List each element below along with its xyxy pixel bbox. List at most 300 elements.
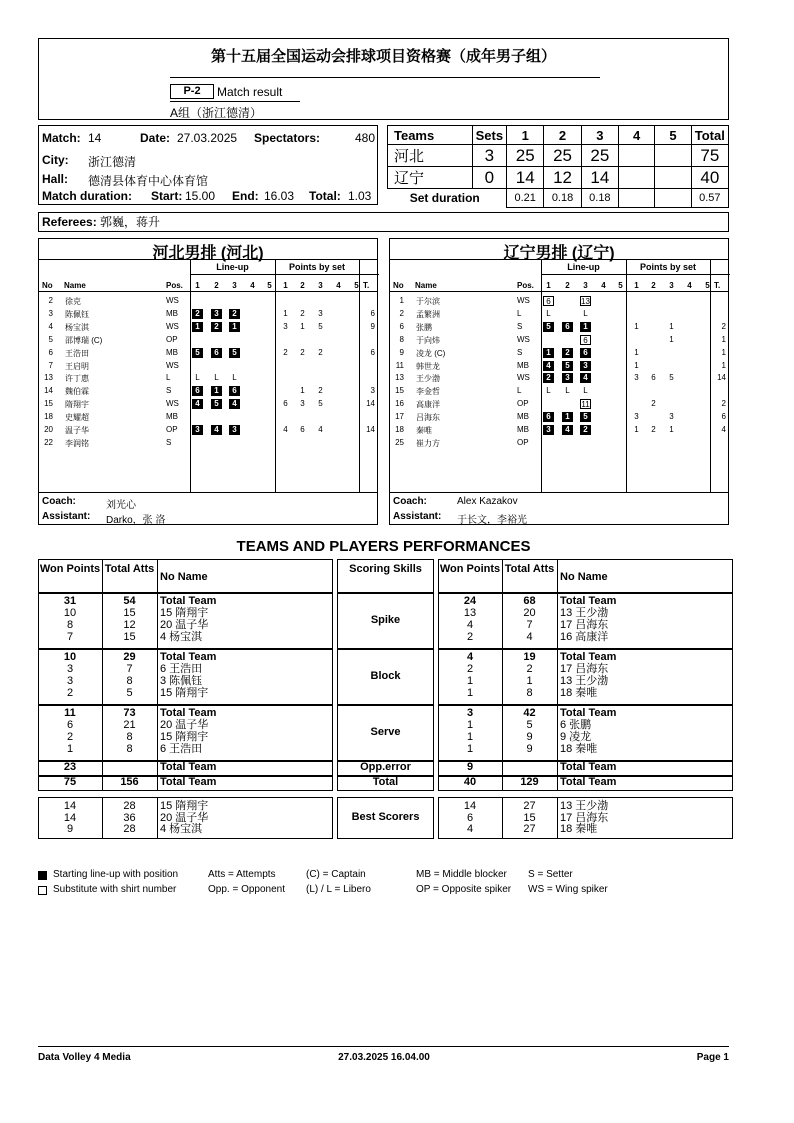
column-rule (157, 761, 158, 776)
set-duration-1: 0.21 (507, 189, 544, 208)
attempts-value: 68 (523, 595, 536, 607)
player-name: 凌龙 (C) (416, 348, 446, 358)
player-name: 6 张鹏 (560, 719, 592, 731)
column-rule (157, 593, 158, 649)
player-number: 5 (48, 334, 53, 344)
col-lineup-set: 5 (267, 281, 272, 290)
libero-marker: L (583, 386, 588, 396)
player-total-points: 14 (366, 399, 375, 409)
player-position: WS (517, 296, 530, 305)
doc-type: Match result (217, 85, 283, 99)
attempts-value: 5 (126, 687, 133, 699)
player-name: 16 高康洋 (560, 631, 609, 643)
attempts-value: 1 (526, 675, 533, 687)
won-points-value: 6 (66, 719, 74, 731)
attempts-value: 8 (126, 743, 133, 755)
libero-marker: L (214, 373, 219, 383)
attempts-value: 12 (123, 619, 136, 631)
points-in-set: 1 (300, 386, 305, 396)
header-rule (390, 291, 728, 292)
attempts-value: 8 (526, 687, 533, 699)
end-value: 16.03 (264, 189, 295, 203)
player-name: 温子华 (65, 426, 89, 435)
player-name: 吕海东 (416, 413, 440, 423)
score-set1: 14 (507, 167, 544, 189)
score-total: 40 (691, 167, 728, 189)
libero-marker: L (546, 308, 551, 318)
col-lineup-set: 2 (214, 281, 219, 290)
won-points-header: Won Points (39, 563, 101, 575)
footer-right: Page 1 (696, 1052, 729, 1063)
starting-position-marker: 6 (211, 348, 222, 358)
player-name: 6 王浩田 (160, 743, 203, 755)
assistant-name: Darko，张 洛 (106, 515, 166, 526)
points-in-set: 2 (318, 347, 323, 357)
libero-marker: L (195, 373, 200, 383)
subheader-rule (190, 274, 379, 275)
score-set1: 25 (507, 145, 544, 167)
starting-position-marker: 2 (229, 309, 240, 319)
competition-title: 第十五届全国运动会排球项目资格赛（成年男子组） (210, 48, 556, 65)
title-rule (170, 77, 600, 78)
player-name: 邵博瑞 (C) (65, 335, 103, 345)
col-pos: Pos. (166, 281, 183, 290)
score-header-teams: Teams (388, 126, 473, 145)
player-name: 李润铭 (65, 438, 89, 448)
starting-lineup-icon (38, 871, 47, 880)
starting-position-marker: 5 (580, 412, 591, 422)
footer-rule (38, 1046, 729, 1047)
won-points-value: 2 (466, 663, 474, 675)
column-rule (541, 259, 542, 492)
player-total-points: 6 (370, 308, 375, 318)
no-name-header: No Name (560, 571, 608, 583)
starting-position-marker: 6 (562, 322, 573, 332)
legend-entry: S = Setter (528, 869, 573, 880)
player-total-points: 1 (721, 347, 726, 357)
won-points-value: 2 (66, 731, 74, 743)
skill-label: Spike (370, 614, 401, 626)
won-points-value: 9 (466, 761, 474, 773)
attempts-value: 28 (123, 823, 136, 835)
match-value: 14 (88, 131, 102, 145)
player-number: 11 (395, 360, 404, 370)
assistant-label: Assistant: (393, 511, 442, 522)
starting-position-marker: 1 (229, 322, 240, 332)
points-in-set: 3 (300, 399, 305, 409)
col-name: Name (64, 281, 86, 290)
legend-entry: WS = Wing spiker (528, 884, 608, 895)
title-rule (390, 259, 728, 260)
set-duration-label: Set duration (388, 189, 507, 208)
player-position: WS (517, 373, 530, 383)
column-rule (557, 649, 558, 705)
footer-center: 27.03.2025 16.04.00 (338, 1052, 430, 1063)
player-position: MB (166, 412, 178, 422)
player-number: 22 (44, 437, 53, 447)
player-name: 于向炜 (416, 335, 440, 345)
player-position: WS (166, 360, 179, 370)
won-points-value: 1 (66, 743, 74, 755)
footer-left: Data Volley 4 Media (38, 1052, 131, 1063)
attempts-value: 19 (523, 651, 536, 663)
points-in-set: 1 (634, 360, 639, 370)
date-label: Date: (140, 131, 171, 145)
won-points-value: 10 (63, 651, 77, 663)
column-rule (157, 705, 158, 761)
referees-box (38, 212, 729, 232)
team-title: 河北男排 (河北) (152, 245, 264, 262)
starting-position-marker: 5 (211, 399, 222, 409)
col-lineup-set: 3 (583, 281, 588, 290)
won-points-value: 2 (466, 631, 474, 643)
player-number: 13 (44, 373, 53, 383)
attempts-value: 8 (126, 731, 133, 743)
player-total-points: 6 (721, 412, 726, 422)
player-number: 15 (44, 399, 53, 409)
libero-marker: L (232, 373, 237, 383)
points-in-set: 5 (669, 373, 674, 383)
won-points-value: 14 (63, 811, 77, 824)
player-name: 15 隋翔宇 (160, 800, 209, 812)
attempts-value: 15 (523, 811, 536, 824)
col-lineup-set: 2 (565, 281, 570, 290)
player-name: 13 王少渤 (560, 800, 609, 812)
points-in-set: 1 (634, 347, 639, 357)
match-label: Match: (42, 131, 81, 145)
player-name: 9 凌龙 (560, 731, 592, 743)
set-duration-row (388, 189, 729, 208)
total-team-label: Total Team (560, 761, 617, 773)
total-team-label: Total Team (560, 776, 617, 788)
score-set2: 12 (544, 167, 581, 189)
starting-position-marker: 2 (580, 425, 591, 435)
starting-position-marker: 6 (543, 412, 554, 422)
header-rule (39, 291, 377, 292)
won-points-value: 1 (466, 675, 474, 687)
score-header-set1: 1 (507, 126, 544, 145)
col-points-set: 2 (300, 281, 305, 290)
col-points-set: 3 (669, 281, 674, 290)
player-position: MB (166, 347, 178, 357)
attempts-value: 156 (120, 776, 139, 788)
score-row-team-a (388, 145, 729, 167)
lineup-header: Line-up (567, 262, 600, 272)
hall-label: Hall: (42, 172, 69, 186)
player-name: 秦唯 (416, 426, 432, 435)
player-name: 15 隋翔宇 (160, 687, 209, 699)
attempts-value: 15 (123, 631, 136, 643)
points-in-set: 3 (318, 308, 323, 318)
player-number: 7 (48, 360, 53, 370)
won-points-value: 2 (66, 687, 74, 699)
starting-position-marker: 5 (192, 348, 203, 358)
player-name: 陈佩钰 (65, 309, 89, 319)
won-points-header: Won Points (439, 563, 501, 575)
col-points-set: 1 (283, 281, 288, 290)
player-number: 20 (44, 425, 53, 434)
col-lineup-set: 4 (601, 281, 606, 290)
column-rule (626, 259, 627, 492)
hall-value: 德清县体育中心体育馆 (88, 174, 209, 188)
starting-position-marker: 3 (211, 309, 222, 319)
score-row-team-b (388, 167, 729, 189)
player-total-points: 1 (721, 360, 726, 370)
player-name: 孟繁洲 (416, 309, 440, 319)
points-in-set: 6 (300, 425, 305, 434)
player-number: 4 (48, 321, 53, 331)
player-name: 20 温子华 (160, 619, 209, 631)
player-number: 25 (395, 437, 404, 447)
attempts-value: 28 (123, 800, 136, 812)
score-set3: 14 (581, 167, 618, 189)
player-name: 17 吕海东 (560, 663, 609, 675)
won-points-value: 3 (66, 675, 74, 687)
col-points-set: 3 (318, 281, 323, 290)
player-name: 王浩田 (65, 348, 89, 358)
points-in-set: 1 (300, 321, 305, 331)
player-position: S (166, 437, 172, 447)
performance-title: TEAMS AND PLAYERS PERFORMANCES (236, 538, 531, 555)
player-position: MB (517, 412, 529, 422)
score-total: 75 (691, 145, 728, 167)
col-points-set: 5 (354, 281, 359, 290)
column-rule (502, 761, 503, 776)
points-in-set: 1 (283, 308, 288, 318)
attempts-value: 9 (526, 743, 533, 755)
score-set5 (655, 167, 691, 189)
score-sets: 0 (472, 167, 506, 189)
total-label: Total (372, 776, 399, 788)
attempts-value: 7 (126, 663, 133, 675)
total-team-label: Total Team (160, 707, 217, 719)
player-number: 2 (399, 308, 404, 318)
starting-position-marker: 4 (562, 425, 573, 435)
player-number: 15 (395, 386, 404, 396)
points-in-set: 1 (669, 334, 674, 344)
column-rule (557, 559, 558, 593)
starting-position-marker: 1 (580, 322, 591, 332)
player-position: WS (166, 399, 179, 409)
total-team-label: Total Team (560, 707, 617, 719)
won-points-value: 1 (466, 719, 474, 731)
city-label: City: (42, 153, 69, 167)
substitute-icon (38, 886, 47, 895)
scoreboard-table (387, 125, 729, 208)
score-set4 (619, 145, 655, 167)
total-value: 1.03 (348, 189, 372, 203)
attempts-value: 129 (520, 776, 539, 788)
points-in-set: 4 (318, 425, 323, 434)
substitute-marker: 11 (581, 400, 590, 410)
player-position: S (517, 321, 523, 331)
points-in-set: 4 (283, 425, 288, 434)
player-total-points: 9 (370, 321, 375, 331)
column-rule (557, 705, 558, 761)
starting-position-marker: 5 (562, 361, 573, 371)
player-number: 18 (44, 412, 53, 422)
points-in-set: 3 (634, 373, 639, 383)
opp_error-label: Opp.error (360, 761, 411, 773)
libero-marker: L (565, 386, 570, 396)
attempts-value: 2 (526, 663, 533, 675)
player-name: 3 陈佩钰 (160, 675, 203, 687)
total-team-label: Total Team (160, 651, 217, 663)
player-name: 20 温子华 (160, 719, 209, 731)
player-name: 4 杨宝淇 (160, 631, 203, 643)
skill-label: Serve (370, 726, 401, 738)
legend-entry: OP = Opposite spiker (416, 884, 512, 895)
col-lineup-set: 1 (546, 281, 551, 290)
legend-entry: Starting line-up with position (53, 869, 179, 880)
referees-label: Referees: (42, 215, 97, 229)
total-team-label: Total Team (160, 776, 217, 788)
spectators-value: 480 (354, 131, 375, 145)
team-a-roster (38, 238, 378, 525)
assistant-label: Assistant: (42, 511, 91, 522)
points-in-set: 2 (300, 308, 305, 318)
skill-label: Block (370, 670, 401, 682)
attempts-value: 9 (526, 731, 533, 743)
player-name: 13 王少渤 (560, 675, 609, 687)
player-number: 17 (395, 412, 404, 422)
player-number: 18 (395, 425, 404, 434)
legend-entry: Atts = Attempts (208, 869, 276, 880)
attempts-value: 27 (523, 800, 536, 812)
total-atts-header: Total Atts (104, 563, 155, 575)
attempts-value: 21 (123, 719, 136, 731)
coach-rule (390, 492, 728, 493)
spectators-label: Spectators: (254, 131, 321, 145)
coach-name: Alex Kazakov (457, 496, 518, 507)
attempts-value: 8 (126, 675, 133, 687)
set-duration-4 (619, 189, 655, 208)
won-points-value: 9 (66, 823, 74, 835)
player-name: 17 吕海东 (560, 811, 609, 824)
column-rule (557, 776, 558, 791)
no-name-header: No Name (160, 571, 208, 583)
scoring-skills-header: Scoring Skills (349, 563, 422, 575)
score-sets: 3 (472, 145, 506, 167)
start-value: 15.00 (185, 189, 216, 203)
points-in-set: 6 (283, 399, 288, 409)
total-label: Total: (309, 189, 341, 203)
starting-position-marker: 5 (543, 322, 554, 332)
coach-label: Coach: (393, 496, 427, 507)
column-rule (557, 593, 558, 649)
attempts-value: 42 (523, 707, 536, 719)
won-points-value: 4 (466, 619, 474, 631)
points-in-set: 5 (318, 321, 323, 331)
starting-position-marker: 3 (192, 425, 203, 435)
legend-entry: (L) / L = Libero (306, 884, 371, 895)
assistant-name: 于长文，李裕光 (457, 515, 527, 526)
player-position: WS (166, 296, 179, 305)
player-position: OP (517, 437, 529, 447)
starting-position-marker: 5 (229, 348, 240, 358)
points-in-set: 5 (318, 399, 323, 409)
attempts-value: 36 (123, 811, 136, 824)
won-points-value: 11 (64, 707, 76, 719)
points-in-set: 3 (669, 412, 674, 422)
won-points-value: 23 (63, 761, 77, 773)
starting-position-marker: 6 (229, 386, 240, 396)
starting-position-marker: 2 (192, 309, 203, 319)
end-label: End: (232, 189, 259, 203)
attempts-value: 29 (123, 651, 136, 663)
player-position: L (166, 373, 171, 383)
points-in-set: 2 (283, 347, 288, 357)
referees-value: 郭巍，蒋升 (100, 215, 161, 229)
col-points-set: 5 (705, 281, 710, 290)
best-scorers-label: Best Scorers (351, 811, 420, 823)
player-name: 王启明 (65, 361, 89, 371)
duration-label: Match duration: (42, 189, 132, 203)
city-value: 浙江德清 (88, 155, 137, 169)
player-name: 崔力方 (416, 438, 440, 448)
col-points-set: 4 (336, 281, 341, 290)
player-number: 13 (395, 373, 404, 383)
score-header-set4: 4 (619, 126, 655, 145)
player-name: 20 温子华 (160, 811, 209, 824)
column-rule (157, 797, 158, 839)
player-name: 15 隋翔宇 (160, 607, 209, 619)
points-in-set: 2 (318, 386, 323, 396)
won-points-value: 24 (463, 595, 477, 607)
total-team-label: Total Team (560, 651, 617, 663)
col-pos: Pos. (517, 281, 534, 290)
total-team-label: Total Team (560, 595, 617, 607)
player-name: 许丁惠 (65, 374, 89, 384)
player-name: 18 秦唯 (560, 823, 598, 835)
player-name: 魏伯霖 (65, 387, 89, 397)
legend-entry: (C) = Captain (306, 869, 366, 880)
starting-position-marker: 4 (229, 399, 240, 409)
starting-position-marker: 4 (211, 425, 222, 435)
legend-entry: Opp. = Opponent (208, 884, 286, 895)
player-total-points: 14 (366, 425, 375, 434)
substitute-marker: 6 (580, 335, 591, 345)
won-points-value: 4 (466, 823, 474, 835)
set-duration-5 (655, 189, 691, 208)
col-points-set: 1 (634, 281, 639, 290)
score-header-set2: 2 (544, 126, 581, 145)
player-position: WS (166, 321, 179, 331)
won-points-value: 75 (63, 776, 77, 788)
points-in-set: 2 (651, 399, 656, 409)
score-set2: 25 (544, 145, 581, 167)
doc-code: P-2 (170, 84, 214, 99)
player-total-points: 2 (721, 321, 726, 331)
col-points-set: 2 (651, 281, 656, 290)
column-rule (710, 259, 711, 492)
won-points-value: 40 (463, 776, 477, 788)
player-total-points: 14 (717, 373, 726, 383)
player-name: 6 王浩田 (160, 663, 203, 675)
col-name: Name (415, 281, 437, 290)
title-rule (39, 259, 377, 260)
attempts-value: 7 (526, 619, 533, 631)
score-set4 (619, 167, 655, 189)
column-rule (157, 649, 158, 705)
player-name: 韩世龙 (416, 361, 440, 371)
player-total-points: 6 (370, 347, 375, 357)
starting-position-marker: 4 (192, 399, 203, 409)
player-name: 张鹏 (416, 322, 432, 332)
won-points-value: 14 (63, 800, 77, 812)
player-total-points: 3 (370, 386, 375, 396)
legend-entry: MB = Middle blocker (416, 869, 507, 880)
